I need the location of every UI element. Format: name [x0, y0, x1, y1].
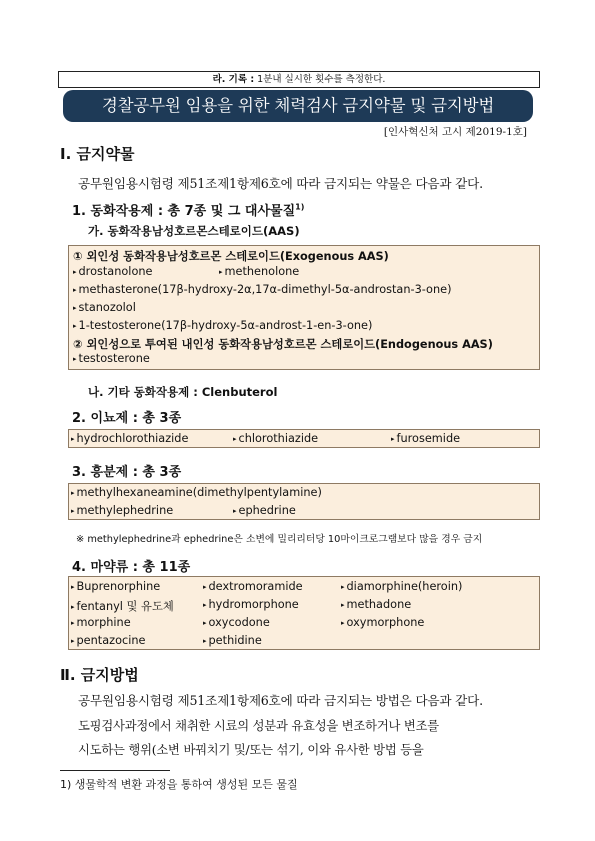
narcotic-item: pethidine — [208, 634, 262, 647]
list-item — [73, 265, 152, 278]
endogenous-aas-label: ② 외인성으로 투여된 내인성 동화작용남성호르몬 스테로이드(Endogenous AAS) — [73, 338, 493, 351]
exogenous-aas-label: ① 외인성 동화작용남성호르몬 스테로이드(Exogenous AAS) — [73, 250, 389, 263]
section1-intro: 공무원임용시험령 제51조제1항제6호에 따라 금지되는 약물은 다음과 같다. — [78, 176, 483, 191]
record-criteria-box — [58, 71, 540, 88]
stimulant-item: methylhexaneamine(dimethylpentylamine) — [76, 486, 322, 499]
bullet-icon: ▸ — [203, 637, 207, 645]
diuretics-box — [68, 429, 540, 448]
footnote-ref: 1) — [295, 202, 305, 212]
drostanolone: drostanolone — [78, 265, 153, 278]
bullet-icon: ▸ — [71, 489, 75, 497]
bullet-icon: ▸ — [341, 619, 345, 627]
diuretic-item: chlorothiazide — [238, 432, 319, 445]
section2-heading: Ⅱ. 금지방법 — [60, 666, 139, 684]
bullet-icon: ▸ — [203, 601, 207, 609]
bullet-icon: ▸ — [341, 583, 345, 591]
diuretics-heading: 2. 이뇨제 : 총 3종 — [72, 411, 182, 426]
narcotic-item: oxymorphone — [346, 616, 425, 629]
notice-number: [인사혁신처 고시 제2019-1호] — [383, 126, 527, 138]
record-text: 1분내 실시한 횟수를 측정한다. — [254, 74, 386, 85]
list-item — [233, 504, 296, 517]
bullet-icon: ▸ — [219, 268, 223, 276]
list-item — [233, 432, 318, 445]
footnote-text: 생물학적 변환 과정을 통하여 생성된 모든 물질 — [74, 778, 298, 791]
list-item — [71, 580, 160, 593]
list-item — [71, 598, 174, 614]
stimulants-box — [68, 483, 540, 520]
aas-subheading: 가. 동화작용남성호르몬스테로이드(AAS) — [88, 224, 300, 238]
footnote-divider — [60, 770, 170, 771]
methenolone: methenolone — [224, 265, 300, 278]
list-item — [203, 616, 270, 629]
list-item — [71, 616, 131, 629]
bullet-icon: ▸ — [391, 435, 395, 443]
list-item — [203, 580, 303, 593]
testosterone: testosterone — [78, 352, 150, 365]
narcotic-item: pentazocine — [76, 634, 146, 647]
footnote-number: 1) — [60, 778, 72, 791]
list-item — [71, 486, 322, 499]
bullet-icon: ▸ — [233, 435, 237, 443]
diuretic-item: furosemide — [396, 432, 461, 445]
section1-heading: Ⅰ. 금지약물 — [60, 145, 135, 163]
bullet-icon: ▸ — [71, 637, 75, 645]
narcotic-item: oxycodone — [208, 616, 270, 629]
record-label: 라. 기록 : — [212, 74, 255, 85]
narcotics-heading: 4. 마약류 : 총 11종 — [72, 560, 191, 575]
stimulant-item: ephedrine — [238, 504, 296, 517]
list-item — [341, 616, 424, 629]
bullet-icon: ▸ — [341, 601, 345, 609]
list-item — [73, 352, 150, 365]
anabolic-heading — [72, 200, 304, 219]
stimulant-item: methylephedrine — [76, 504, 174, 517]
narcotic-item: fentanyl 및 유도체 — [76, 600, 174, 613]
bullet-icon: ▸ — [71, 619, 75, 627]
list-item — [73, 283, 451, 296]
bullet-icon: ▸ — [73, 322, 77, 330]
bullet-icon: ▸ — [73, 304, 77, 312]
list-item — [219, 265, 299, 278]
narcotic-item: morphine — [76, 616, 131, 629]
list-item — [73, 319, 372, 332]
bullet-icon: ▸ — [71, 603, 75, 611]
aas-box — [68, 245, 540, 370]
stimulants-heading: 3. 흥분제 : 총 3종 — [72, 465, 182, 480]
narcotic-item: Buprenorphine — [76, 580, 161, 593]
bullet-icon: ▸ — [71, 583, 75, 591]
1-testosterone: 1-testosterone(17β-hydroxy-5α-androst-1-en-3-one) — [78, 319, 373, 332]
bullet-icon: ▸ — [73, 286, 77, 294]
bullet-icon: ▸ — [203, 619, 207, 627]
list-item — [71, 634, 145, 647]
bullet-icon: ▸ — [203, 583, 207, 591]
list-item — [203, 634, 262, 647]
list-item — [71, 432, 188, 445]
list-item — [203, 598, 299, 611]
list-item — [391, 432, 460, 445]
page-title: 경찰공무원 임용을 위한 체력검사 금지약물 및 금지방법 — [63, 90, 533, 122]
methasterone: methasterone(17β-hydroxy-2α,17α-dimethyl-5α-androstan-3-one) — [78, 283, 452, 296]
section2-para-line2: 시도하는 행위(소변 바꿔치기 및/또는 섞기, 이와 유사한 방법 등을 — [78, 743, 424, 757]
list-item — [73, 301, 136, 314]
narcotic-item: diamorphine(heroin) — [346, 580, 463, 593]
bullet-icon: ▸ — [71, 435, 75, 443]
bullet-icon: ▸ — [73, 355, 77, 363]
bullet-icon: ▸ — [71, 507, 75, 515]
bullet-icon: ▸ — [233, 507, 237, 515]
stanozolol: stanozolol — [78, 301, 136, 314]
list-item — [71, 504, 173, 517]
anabolic-heading-text: 1. 동화작용제 : 총 7종 및 그 대사물질 — [72, 204, 296, 219]
section2-para-line1: 도핑검사과정에서 채취한 시료의 성분과 유효성을 변조하거나 변조를 — [78, 719, 439, 733]
bullet-icon: ▸ — [73, 268, 77, 276]
list-item — [341, 598, 411, 611]
stimulant-note: ※ methylephedrine과 ephedrine은 소변에 밀리리터당 10마이크로그램보다 많을 경우 금지 — [76, 534, 483, 545]
narcotic-item: methadone — [346, 598, 412, 611]
footnote — [60, 776, 298, 792]
diuretic-item: hydrochlorothiazide — [76, 432, 189, 445]
narcotic-item: dextromoramide — [208, 580, 303, 593]
section2-intro: 공무원임용시험령 제51조제1항제6호에 따라 금지되는 방법은 다음과 같다. — [78, 693, 483, 708]
list-item — [341, 580, 462, 593]
other-anabolic-subheading: 나. 기타 동화작용제 : Clenbuterol — [88, 385, 278, 399]
narcotic-item: hydromorphone — [208, 598, 299, 611]
narcotics-box — [68, 576, 540, 650]
